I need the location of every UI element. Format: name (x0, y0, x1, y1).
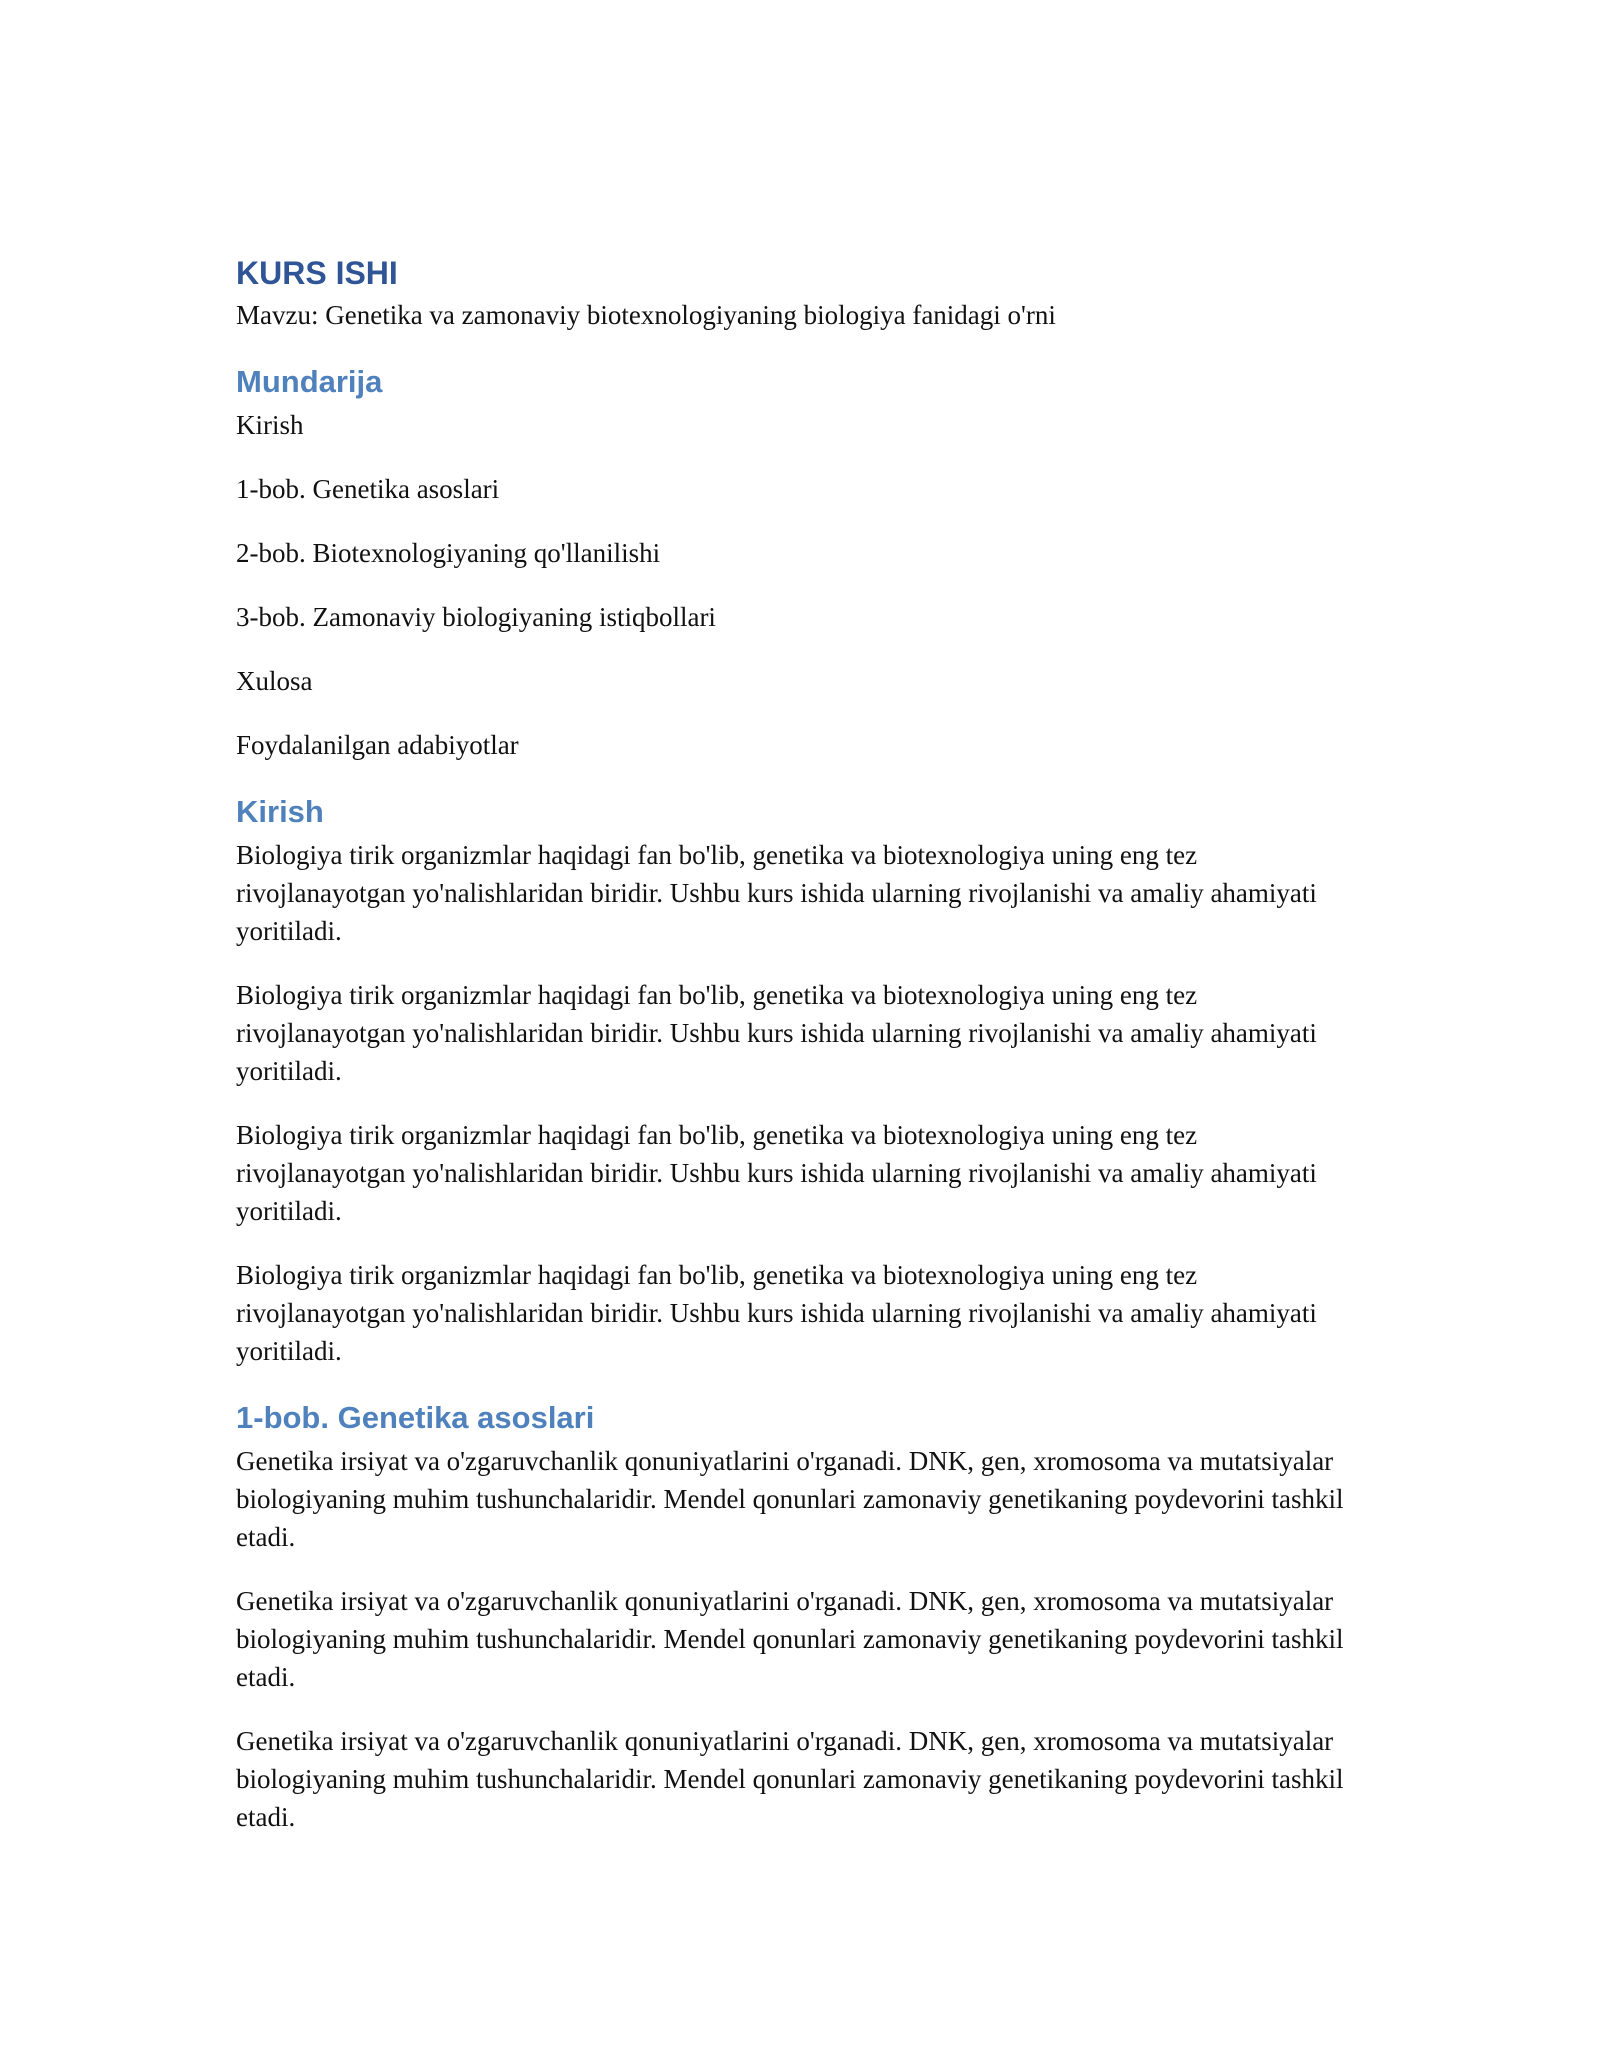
paragraph: Biologiya tirik organizmlar haqidagi fan bo'lib, genetika va biotexnologiya uning eng tez rivojlanayotgan yo'nalishlaridan biridir. Ushbu kurs ishida ularning rivojlanishi va amaliy ahamiyati yoritiladi. (236, 1120, 1317, 1226)
toc-item-chapter-3: 3-bob. Zamonaviy biologiyaning istiqbollari (236, 602, 716, 632)
paragraph: Biologiya tirik organizmlar haqidagi fan bo'lib, genetika va biotexnologiya uning eng tez rivojlanayotgan yo'nalishlaridan biridir. Ushbu kurs ishida ularning rivojlanishi va amaliy ahamiyati yoritiladi. (236, 840, 1317, 946)
document-page (236, 252, 1366, 1836)
toc-item-references: Foydalanilgan adabiyotlar (236, 730, 519, 760)
toc-item-chapter-1: 1-bob. Genetika asoslari (236, 474, 500, 504)
toc-item-xulosa: Xulosa (236, 666, 313, 696)
paragraph: Genetika irsiyat va o'zgaruvchanlik qonuniyatlarini o'rganadi. DNK, gen, xromosoma va mutatsiyalar biologiyaning muhim tushunchalaridir. Mendel qonunlari zamonaviy genetikaning poydevorini tashkil etadi. (236, 1446, 1344, 1552)
section-heading-chapter-1: 1-bob. Genetika asoslari (236, 1400, 595, 1435)
toc-heading: Mundarija (236, 364, 383, 399)
section-body-chapter-1 (236, 1442, 1366, 1836)
paragraph: Biologiya tirik organizmlar haqidagi fan bo'lib, genetika va biotexnologiya uning eng tez rivojlanayotgan yo'nalishlaridan biridir. Ushbu kurs ishida ularning rivojlanishi va amaliy ahamiyati yoritiladi. (236, 980, 1317, 1086)
section-body-kirish (236, 836, 1366, 1370)
document-subtitle: Mavzu: Genetika va zamonaviy biotexnologiyaning biologiya fanidagi o'rni (236, 300, 1056, 330)
paragraph: Genetika irsiyat va o'zgaruvchanlik qonuniyatlarini o'rganadi. DNK, gen, xromosoma va mutatsiyalar biologiyaning muhim tushunchalaridir. Mendel qonunlari zamonaviy genetikaning poydevorini tashkil etadi. (236, 1726, 1344, 1832)
paragraph: Biologiya tirik organizmlar haqidagi fan bo'lib, genetika va biotexnologiya uning eng tez rivojlanayotgan yo'nalishlaridan biridir. Ushbu kurs ishida ularning rivojlanishi va amaliy ahamiyati yoritiladi. (236, 1260, 1317, 1366)
paragraph: Genetika irsiyat va o'zgaruvchanlik qonuniyatlarini o'rganadi. DNK, gen, xromosoma va mutatsiyalar biologiyaning muhim tushunchalaridir. Mendel qonunlari zamonaviy genetikaning poydevorini tashkil etadi. (236, 1586, 1344, 1692)
toc-item-chapter-2: 2-bob. Biotexnologiyaning qo'llanilishi (236, 538, 661, 568)
document-title: KURS ISHI (236, 255, 398, 291)
table-of-contents (236, 406, 1366, 764)
toc-item-kirish: Kirish (236, 410, 304, 440)
section-heading-kirish: Kirish (236, 794, 324, 829)
